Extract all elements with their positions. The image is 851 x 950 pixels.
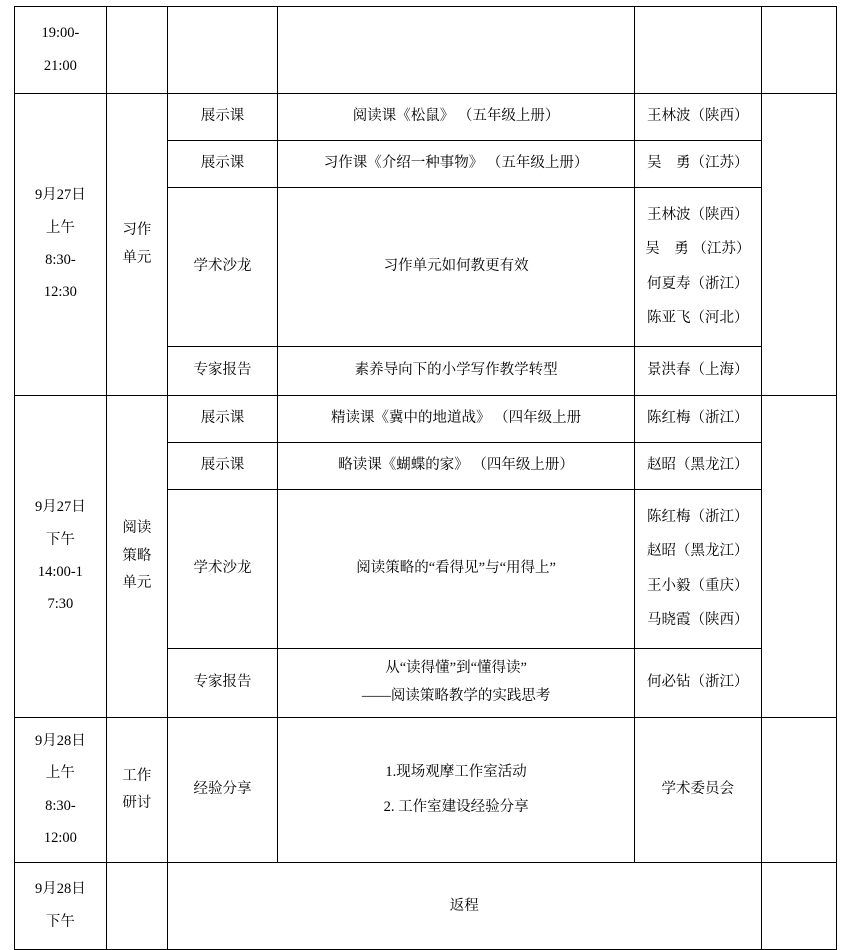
conference-schedule-table	[14, 6, 837, 950]
cell-person: 景洪春（上海）	[635, 347, 761, 396]
cell-topic: 素养导向下的小学写作教学转型	[278, 347, 635, 396]
time-line: 14:00-1	[37, 563, 83, 580]
cell-person	[635, 188, 761, 347]
cell-unit	[106, 7, 167, 94]
cell-extra	[761, 717, 837, 863]
person-line: 王小毅（重庆）	[647, 577, 749, 594]
time-line: 9月27日	[35, 187, 86, 204]
cell-type: 经验分享	[167, 717, 277, 863]
unit-line: 策略	[122, 547, 152, 564]
cell-time	[15, 7, 107, 94]
cell-time	[15, 396, 107, 718]
cell-extra	[761, 396, 837, 718]
cell-person: 陈红梅（浙江）	[635, 396, 761, 443]
cell-type: 学术沙龙	[167, 188, 277, 347]
cell-type: 专家报告	[167, 649, 277, 718]
person-line: 陈红梅（浙江）	[647, 508, 749, 525]
cell-time	[15, 94, 107, 396]
cell-topic	[278, 7, 635, 94]
topic-line: ——阅读策略教学的实践思考	[361, 688, 551, 705]
time-line: 9月28日	[35, 732, 86, 749]
cell-topic: 略读课《蝴蝶的家》 （四年级上册）	[278, 443, 635, 490]
cell-extra	[761, 7, 837, 94]
table-row	[15, 717, 837, 863]
cell-person: 学术委员会	[635, 717, 761, 863]
time-line: 12:30	[43, 284, 77, 301]
cell-topic: 返程	[167, 863, 761, 950]
cell-type: 展示课	[167, 396, 277, 443]
cell-unit	[106, 396, 167, 718]
person-line: 吴 勇 （江苏）	[645, 241, 751, 258]
unit-line: 研讨	[122, 795, 152, 811]
cell-time	[15, 717, 107, 863]
cell-type	[167, 7, 277, 94]
cell-extra	[761, 94, 837, 396]
time-line: 9月28日	[35, 881, 86, 898]
cell-person	[635, 7, 761, 94]
table-row	[15, 94, 837, 141]
unit-line: 单元	[122, 575, 152, 592]
unit-line: 单元	[122, 249, 152, 266]
cell-type: 展示课	[167, 94, 277, 141]
person-line: 何夏寿（浙江）	[647, 275, 749, 292]
topic-line: 2. 工作室建设经验分享	[383, 798, 529, 815]
table-row	[15, 863, 837, 950]
cell-person	[635, 490, 761, 649]
cell-type: 展示课	[167, 141, 277, 188]
cell-person: 吴 勇（江苏）	[635, 141, 761, 188]
person-line: 马晓霞（陕西）	[647, 611, 749, 628]
time-line: 9月27日	[35, 499, 86, 516]
cell-unit	[106, 94, 167, 396]
time-line: 19:00-	[41, 25, 80, 42]
cell-unit	[106, 863, 167, 950]
cell-type: 展示课	[167, 443, 277, 490]
unit-line: 阅读	[122, 520, 152, 537]
time-line: 8:30-	[45, 797, 76, 814]
time-line: 上午	[45, 765, 75, 782]
cell-extra	[761, 863, 837, 950]
cell-topic: 习作单元如何教更有效	[278, 188, 635, 347]
person-line: 王林波（陕西）	[647, 206, 749, 223]
time-line: 上午	[45, 219, 75, 236]
cell-topic: 精读课《冀中的地道战》 （四年级上册	[278, 396, 635, 443]
cell-unit	[106, 717, 167, 863]
table-row	[15, 7, 837, 94]
person-line: 赵昭（黑龙江）	[647, 543, 749, 560]
table-row	[15, 396, 837, 443]
cell-time	[15, 863, 107, 950]
cell-person: 何必钻（浙江）	[635, 649, 761, 718]
cell-topic: 习作课《介绍一种事物》 （五年级上册）	[278, 141, 635, 188]
cell-topic: 阅读策略的“看得见”与“用得上”	[278, 490, 635, 649]
cell-topic	[278, 717, 635, 863]
topic-line: 从“读得懂”到“懂得读”	[385, 660, 527, 676]
time-line: 下午	[45, 531, 75, 548]
cell-person: 赵昭（黑龙江）	[635, 443, 761, 490]
time-line: 7:30	[47, 596, 74, 613]
person-line: 陈亚飞（河北）	[647, 309, 749, 326]
time-line: 21:00	[43, 57, 77, 74]
time-line: 8:30-	[45, 252, 76, 268]
cell-person: 王林波（陕西）	[635, 94, 761, 141]
time-line: 12:00	[43, 829, 77, 846]
unit-line: 习作	[122, 222, 152, 239]
cell-type: 学术沙龙	[167, 490, 277, 649]
cell-topic: 阅读课《松鼠》 （五年级上册）	[278, 94, 635, 141]
cell-topic	[278, 649, 635, 718]
time-line: 下午	[45, 913, 75, 930]
unit-line: 工作	[122, 767, 152, 784]
topic-line: 1.现场观摩工作室活动	[385, 764, 527, 781]
cell-type: 专家报告	[167, 347, 277, 396]
